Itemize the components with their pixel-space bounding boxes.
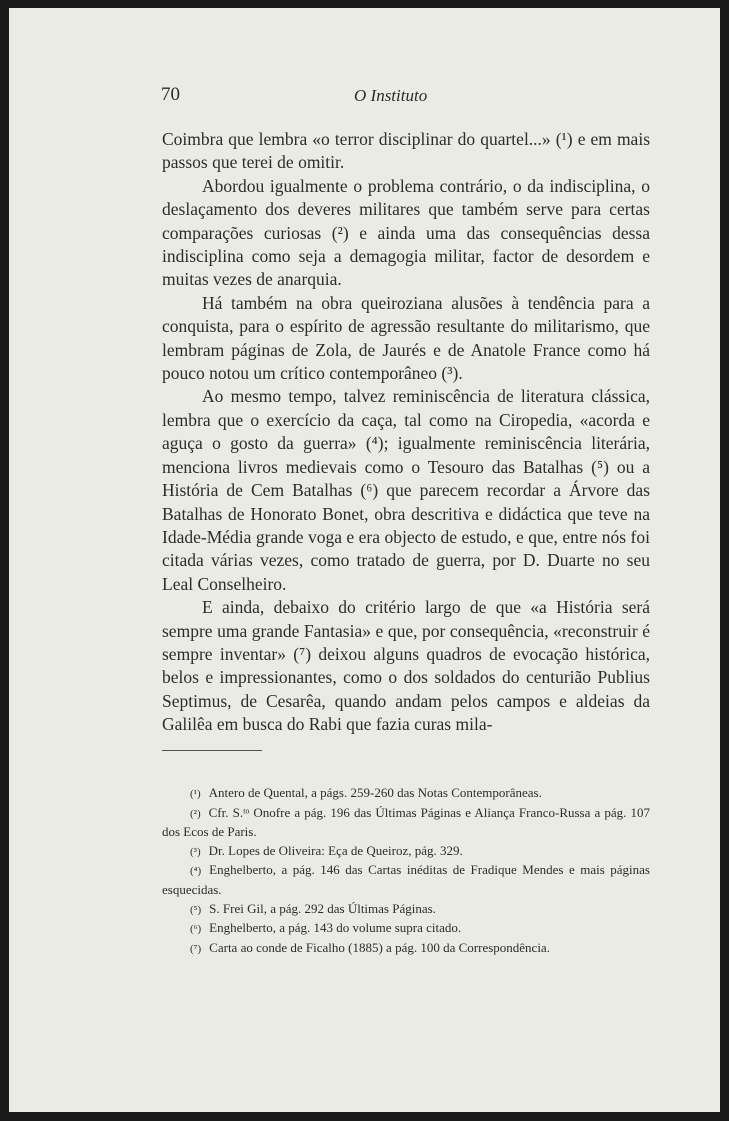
paragraph: Há também na obra queiroziana alusões à tendência para a conquista, para o espírito de agressão resultante do militarismo, que lembram páginas de Zola, de Jaurés e de Anatole France como há pouco notou um crítico contemporâneo (³). bbox=[162, 292, 650, 384]
paragraph: Ao mesmo tempo, talvez reminiscência de literatura clássica, lembra que o exercício da caça, tal como na Ciropedia, «acorda e aguça o gosto da guerra» (⁴); igualmente reminiscência literária, menciona livros medievais como o Tesouro das Batalhas (⁵) ou a História de Cem Batalhas (⁶) que parecem recordar a Árvore das Batalhas de Honorato Bonet, obra descritiva e didáctica que teve na Idade-Média grande voga e era objecto de estudo, e que, entre nós foi citada várias vezes, como tratado de guerra, por D. Duarte no seu Leal Conselheiro. bbox=[162, 386, 650, 594]
paragraph: E ainda, debaixo do critério largo de que «a História será sempre uma grande Fantasia» e que, por consequência, «reconstruir é sempre inventar» (⁷) deixou alguns quadros de evocação histórica, belos e impressionantes, como o dos soldados do centurião Publius Septimus, de Cesarêa, quando andam pelos campos e aldeias da Galilêa em busca do Rabi que fazia curas mila- bbox=[162, 597, 650, 735]
footnote: (⁶) Enghelberto, a pág. 143 do volume supra citado. bbox=[190, 920, 462, 936]
page-header bbox=[161, 84, 661, 114]
footnote: (¹) Antero de Quental, a págs. 259-260 das Notas Contemporâneas. bbox=[190, 785, 542, 800]
footnote: (⁵) S. Frei Gil, a pág. 292 das Últimas Páginas. bbox=[190, 900, 436, 916]
footnote: (²) Cfr. S.ᵗᵒ Onofre a pág. 196 das Últimas Páginas e Aliança Franco-Russa a pág. 107 dos Ecos de Paris. bbox=[162, 804, 650, 840]
footnote: (⁷) Carta ao conde de Ficalho (1885) a pág. 100 da Correspondência. bbox=[190, 939, 550, 955]
footnotes bbox=[162, 784, 650, 958]
running-title: O Instituto bbox=[354, 86, 428, 105]
paragraph: Coimbra que lembra «o terror disciplinar do quartel...» (¹) e em mais passos que terei de omitir. bbox=[162, 129, 650, 173]
footnote-separator bbox=[162, 750, 262, 751]
page-number: 70 bbox=[161, 84, 180, 105]
footnote: (³) Dr. Lopes de Oliveira: Eça de Queiroz, pág. 329. bbox=[190, 842, 463, 858]
book-page bbox=[9, 8, 720, 1112]
body-text bbox=[162, 128, 650, 737]
paragraph: Abordou igualmente o problema contrário, o da indisciplina, o deslaçamento dos deveres militares que também serve para certas comparações curiosas (²) e ainda uma das consequências dessa indisciplina como seja a demagogia militar, factor de desordem e muitas vezes de anarquia. bbox=[162, 175, 650, 290]
footnote: (⁴) Enghelberto, a pág. 146 das Cartas inéditas de Fradique Mendes e mais páginas esquecidas. bbox=[162, 862, 650, 897]
